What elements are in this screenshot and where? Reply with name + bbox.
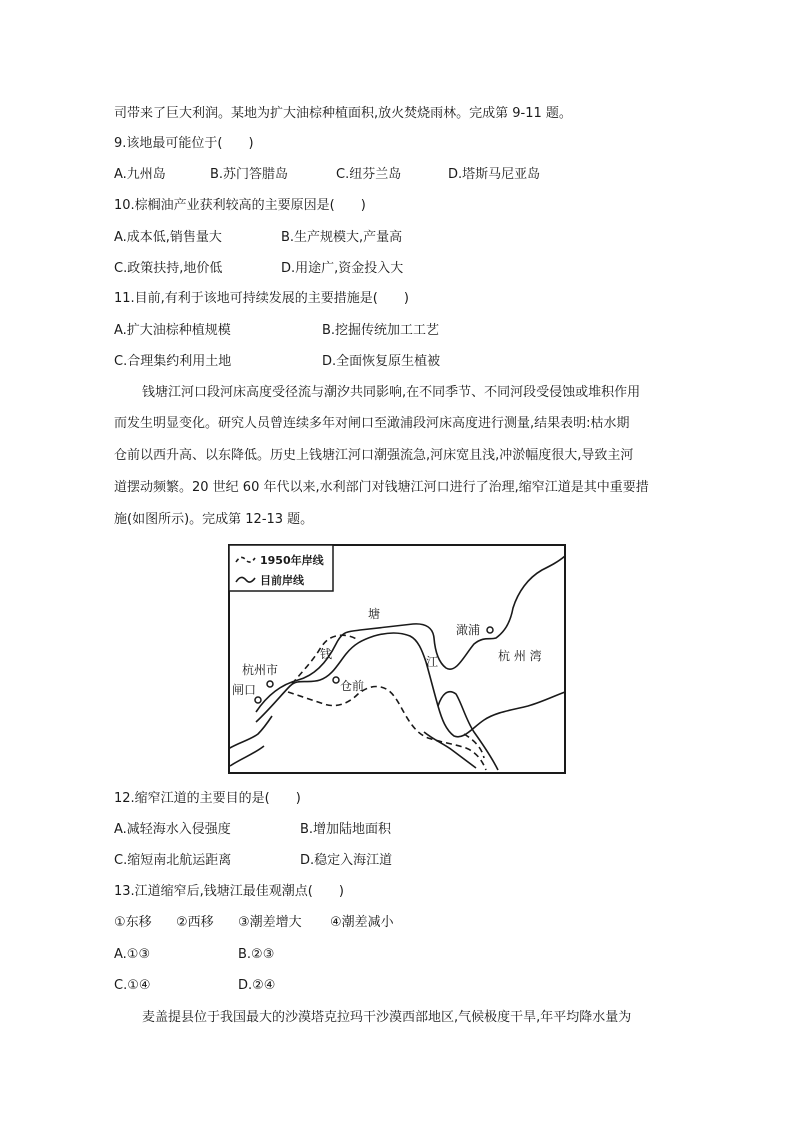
passage-line: 施(如图所示)。完成第 12-13 题。 [114, 512, 314, 527]
q13-choice-2: ②西移 [176, 915, 214, 930]
passage-text: 麦盖提县位于我国最大的沙漠塔克拉玛干沙漠西部地区,气候极度干旱,年平均降水量为 [142, 1010, 632, 1025]
label-zhakou: 闸口 [232, 683, 257, 697]
qiantang-river-map [228, 544, 566, 774]
question-10-stem: 10.棕榈油产业获利较高的主要原因是( ) [114, 198, 366, 213]
q12-option-b: B.增加陆地面积 [300, 822, 392, 837]
label-qian: 钱 [320, 647, 333, 661]
q13-choice-3: ③潮差增大 [238, 915, 302, 930]
label-hangzhou-bay: 杭 州 湾 [498, 649, 542, 663]
q10-option-c: C.政策扶持,地价低 [114, 261, 223, 276]
zhakou-marker-icon [255, 697, 261, 703]
q12-option-d: D.稳定入海江道 [300, 853, 393, 868]
passage-line: 仓前以西升高、以东降低。历史上钱塘江河口潮强流急,河床宽且浅,冲淤幅度很大,导致主河 [114, 448, 634, 463]
label-jiang: 江 [426, 655, 439, 669]
q12-option-a: A.减轻海水入侵强度 [114, 822, 231, 837]
q11-option-c: C.合理集约利用土地 [114, 354, 232, 369]
legend-1950-label: 1950年岸线 [260, 554, 324, 567]
passage-line: 而发生明显变化。研究人员曾连续多年对闸口至澉浦段河床高度进行测量,结果表明:枯水期 [114, 416, 630, 431]
legend-current-label: 目前岸线 [260, 574, 304, 587]
hangzhou-marker-icon [267, 681, 273, 687]
q10-option-b: B.生产规模大,产量高 [281, 230, 403, 245]
q13-option-b: B.②③ [238, 947, 275, 962]
q9-option-c: C.纽芬兰岛 [336, 167, 402, 182]
question-9-stem: 9.该地最可能位于( ) [114, 136, 254, 151]
q13-option-d: D.②④ [238, 978, 276, 993]
q10-option-d: D.用途广,资金投入大 [281, 261, 404, 276]
q11-option-a: A.扩大油棕种植规模 [114, 323, 231, 338]
q11-option-d: D.全面恢复原生植被 [322, 354, 441, 369]
map-legend [229, 545, 333, 591]
ganpu-marker-icon [487, 627, 493, 633]
q12-option-c: C.缩短南北航运距离 [114, 853, 232, 868]
question-11-stem: 11.目前,有利于该地可持续发展的主要措施是( ) [114, 291, 409, 306]
label-cangqian: 仓前 [340, 679, 365, 693]
question-12-stem: 12.缩窄江道的主要目的是( ) [114, 791, 301, 806]
passage-text: 司带来了巨大利润。某地为扩大油棕种植面积,放火焚烧雨林。完成第 9-11 题。 [114, 106, 572, 121]
q10-option-a: A.成本低,销售量大 [114, 230, 222, 245]
label-tang: 塘 [368, 607, 381, 621]
question-13-stem: 13.江道缩窄后,钱塘江最佳观潮点( ) [114, 884, 344, 899]
q13-option-a: A.①③ [114, 947, 151, 962]
q9-option-b: B.苏门答腊岛 [210, 167, 289, 182]
q13-option-c: C.①④ [114, 978, 151, 993]
label-ganpu: 澉浦 [456, 623, 481, 637]
passage-line: 钱塘江河口段河床高度受径流与潮汐共同影响,在不同季节、不同河段受侵蚀或堆积作用 [142, 385, 641, 400]
cangqian-marker-icon [333, 677, 339, 683]
q9-option-d: D.塔斯马尼亚岛 [448, 167, 541, 182]
q13-choice-4: ④潮差减小 [330, 915, 394, 930]
label-hangzhou: 杭州市 [242, 663, 279, 677]
q9-option-a: A.九州岛 [114, 167, 166, 182]
q11-option-b: B.挖掘传统加工工艺 [322, 323, 440, 338]
passage-line: 道摆动频繁。20 世纪 60 年代以来,水利部门对钱塘江河口进行了治理,缩窄江道是其中重要措 [114, 480, 649, 495]
q13-choice-1: ①东移 [114, 915, 152, 930]
